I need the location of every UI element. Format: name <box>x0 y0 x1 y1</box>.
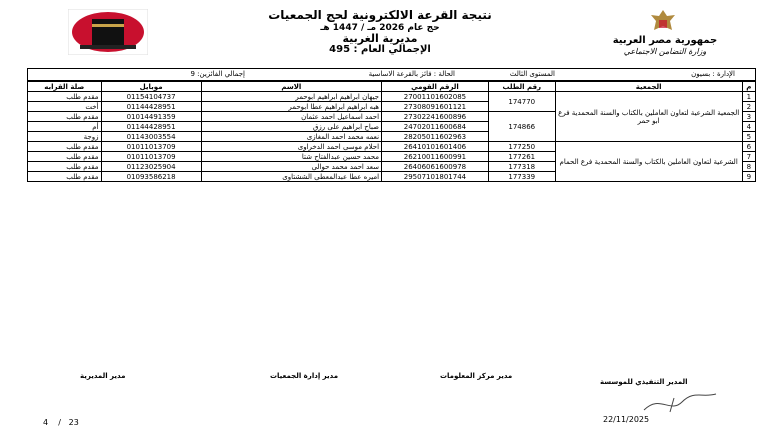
table-header-row <box>28 82 756 92</box>
row-index: 8 <box>742 162 755 172</box>
row-index: 5 <box>742 132 755 142</box>
total-label: الإجمالي العام : 495 <box>329 44 431 55</box>
row-index: 6 <box>742 142 755 152</box>
relation: مقدم طلب <box>28 162 102 172</box>
person-name: صباح ابراهيم على رزق <box>201 122 381 132</box>
relation: مقدم طلب <box>28 92 102 102</box>
directorate-label: مديرية الغربية <box>342 32 418 45</box>
request-number: 174866 <box>488 112 555 142</box>
mobile-number: 01154104737 <box>101 92 201 102</box>
row-index: 3 <box>742 112 755 122</box>
request-number: 177261 <box>488 152 555 162</box>
level-label: المستوى الثالث <box>509 70 555 78</box>
request-number: 177318 <box>488 162 555 172</box>
column-header: موبايل <box>101 82 201 92</box>
row-index: 9 <box>742 172 755 182</box>
association-cell: الشرعية لتعاون العاملين بالكتاب والسنة المحمدية فرع الحمام <box>555 142 742 182</box>
row-index: 2 <box>742 102 755 112</box>
row-index: 7 <box>742 152 755 162</box>
national-id: 24702011600684 <box>382 122 489 132</box>
association-cell: الجمعية الشرعية لتعاون العاملين بالكتاب والسنة المحمدية فرع ابو حمر <box>555 92 742 142</box>
person-name: احمد اسماعيل احمد عثمان <box>201 112 381 122</box>
status-label: الحالة : فائز بالقرعة الاساسية <box>368 70 455 78</box>
person-name: نعمه محمد احمد المغازى <box>201 132 381 142</box>
results-table <box>27 81 756 182</box>
column-header: م <box>742 82 755 92</box>
mobile-number: 01093586218 <box>101 172 201 182</box>
ministry-name: وزارة التضامن الاجتماعي <box>623 47 707 56</box>
mobile-number: 01011013709 <box>101 152 201 162</box>
hajj-logo <box>68 9 148 55</box>
person-name: محمد حسين عبدالفتاح شتا <box>201 152 381 162</box>
country-name: جمهورية مصر العربية <box>612 35 718 46</box>
person-name: سعد احمد محمد حوالى <box>201 162 381 172</box>
mobile-number: 01143003554 <box>101 132 201 142</box>
page-total: 23 <box>68 418 79 427</box>
national-id: 28205011602963 <box>382 132 489 142</box>
signature-scribble <box>640 390 720 416</box>
relation: مقدم طلب <box>28 152 102 162</box>
row-index: 1 <box>742 92 755 102</box>
national-id: 26406061600978 <box>382 162 489 172</box>
winners-label: إجمالي الفائزين: 9 <box>190 70 245 78</box>
page-current: 4 <box>43 418 49 427</box>
national-id: 26210011600991 <box>382 152 489 162</box>
national-id: 26410101601406 <box>382 142 489 152</box>
row-index: 4 <box>742 122 755 132</box>
table-row <box>28 142 756 152</box>
column-header: رقم الطلب <box>488 82 555 92</box>
request-number: 174770 <box>488 92 555 112</box>
request-number: 177250 <box>488 142 555 152</box>
mobile-number: 01144428951 <box>101 102 201 112</box>
eagle-emblem-icon <box>648 8 678 34</box>
print-date: 22/11/2025 <box>603 415 650 424</box>
admin-label: الإدارة : بسيون <box>691 70 735 78</box>
relation: أم <box>28 122 102 132</box>
national-id: 27001101602085 <box>382 92 489 102</box>
request-number: 177339 <box>488 172 555 182</box>
person-name: جيهان ابراهيم ابراهيم ابوحمر <box>201 92 381 102</box>
mobile-number: 01123025904 <box>101 162 201 172</box>
column-header: صلة القرابه <box>28 82 102 92</box>
person-name: اميره عطا عبدالمعطى الششتاوى <box>201 172 381 182</box>
column-header: الرقم القومي <box>382 82 489 92</box>
column-header: الجمعية <box>555 82 742 92</box>
page-number <box>43 418 79 427</box>
page-subtitle: حج عام 2026 مـ / 1447 هـ <box>320 23 440 33</box>
relation: مقدم طلب <box>28 112 102 122</box>
column-header: الاسم <box>201 82 381 92</box>
signature-director: مدير المديرية <box>80 372 126 380</box>
info-bar <box>27 68 756 81</box>
page-title: نتيجة القرعة الالكترونية لحج الجمعيات <box>268 8 492 22</box>
person-name: احلام موسى احمد الدخراوى <box>201 142 381 152</box>
mobile-number: 01144428951 <box>101 122 201 132</box>
page-separator: / <box>58 418 61 427</box>
signature-assoc-admin: مدير إدارة الجمعيات <box>270 372 339 380</box>
national-id: 29507101801744 <box>382 172 489 182</box>
national-id: 27308091601121 <box>382 102 489 112</box>
relation: مقدم طلب <box>28 142 102 152</box>
mobile-number: 01011013709 <box>101 142 201 152</box>
person-name: هبه ابراهيم ابراهيم عطا ابوحمر <box>201 102 381 112</box>
relation: مقدم طلب <box>28 172 102 182</box>
mobile-number: 01014491359 <box>101 112 201 122</box>
signature-info-center: مدير مركز المعلومات <box>440 372 513 380</box>
signature-exec-director: المدير التنفيذي للموسسة <box>600 378 688 386</box>
table-row <box>28 92 756 102</box>
relation: أخت <box>28 102 102 112</box>
national-id: 27302241600896 <box>382 112 489 122</box>
relation: زوجة <box>28 132 102 142</box>
